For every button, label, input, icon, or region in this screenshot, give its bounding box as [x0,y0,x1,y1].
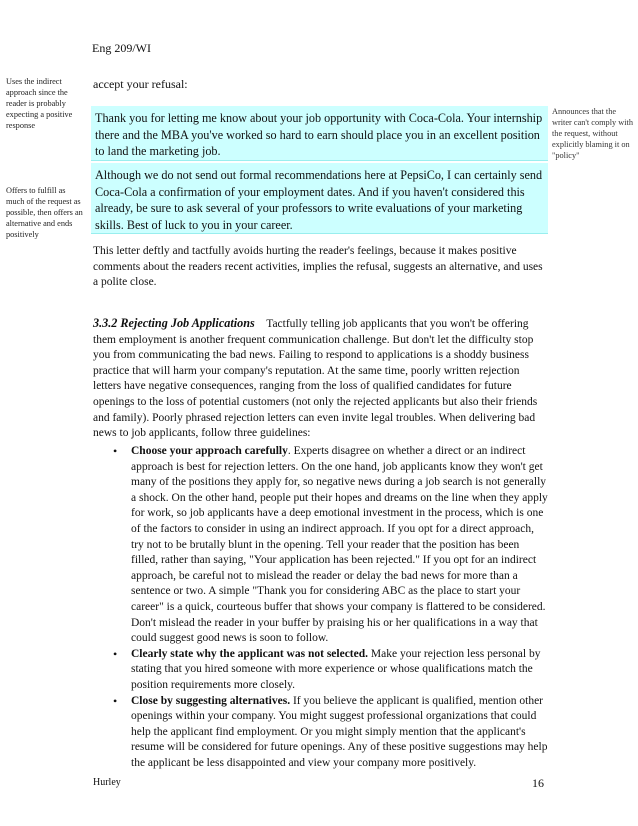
section-intro: Tactfully telling job applicants that you won't be offering them employment is another frequent communication challenge. But don't let the difficulty stop you from communicating the bad news. Failing to respond to applications is a shoddy business practice that will harm your company's reputation. At the same time, poorly written rejection letters have negative consequences, ranging from the loss of qualified candidates for future openings to the loss of potential customers (not only the rejected applicants but also their friends and family). Poorly phrased rejection letters can even invite legal troubles. When delivering bad news to job applicants, follow three guidelines: [93,318,538,440]
guideline-lead: Clearly state why the applicant was not selected. [131,647,369,660]
guideline-lead: Choose your approach carefully [131,445,288,457]
section-rejecting-job-applications [93,316,545,442]
course-header: Eng 209/WI [92,41,151,55]
lead-in-text: accept your refusal: [93,77,188,91]
letter-paragraph-alternative: Although we do not send out formal recommendations here at PepsiCo, I can certainly send Coca-Cola a confirmation of your employment dates. And if you haven't considered this already, be sure to ask several of your professors to write evaluations of your marketing skills. Best of luck to you in your career. [91,163,548,234]
guideline-lead: Close by suggesting alternatives. [131,694,291,707]
guideline-text: Make your rejection less personal by stating that you hired someone with more experience or whose qualifications match the position requirements more closely. [131,647,541,691]
footer-author: Hurley [93,777,121,788]
letter-commentary: This letter deftly and tactfully avoids hurting the reader's feelings, because it makes positive comments about the readers recent activities, implies the refusal, suggests an alternative, and uses a polite close. [93,245,543,289]
page-number: 16 [532,776,544,790]
margin-note-offers-alternative: Offers to fulfill as much of the request as possible, then offers an alternative and ends positively [6,186,83,239]
section-title: 3.3.2 Rejecting Job Applications [93,316,255,330]
guideline-item [109,647,549,694]
guideline-text: If you believe the applicant is qualified, mention other openings within your company. You might suggest professional organizations that could help the applicant find employment. Or you might simply mention that the applicant's resume will be considered for future openings. Any of these positive suggestions may help the applicant be less disappointed and view your company more positively. [131,694,548,769]
margin-note-refusal-announcement: Announces that the writer can't comply with the request, without explicitly blaming it on "policy" [552,107,633,160]
guideline-text: . Experts disagree on whether a direct or an indirect approach is best for rejection letters. On the one hand, job applicants know they won't get many of the positions they apply for, so negative news during a job search is not generally a shock. On the other hand, people put their hopes and dreams on the line when they apply for work, so job applicants have a deep emotional investment in the process, which is one of the factors to consider in using an indirect approach. If you opt for a direct approach, try not to be brutally blunt in the opening. Tell your reader that the position has been filled, rather than saying, "Your application has been rejected." If you opt for an indirect approach, be careful not to mislead the reader or delay the bad news for more than a sentence or two. A simple "Thank you for considering ABC as the place to start your career" is a quick, courteous buffer that shows your company is flattered to be considered. Don't mislead the reader in your buffer by praising his or her qualifications in a way that could suggest good news is soon to follow. [131,445,548,645]
guideline-item [109,444,549,647]
guideline-item [109,694,549,772]
guidelines-list [109,444,549,771]
letter-paragraph-buffer: Thank you for letting me know about your job opportunity with Coca-Cola. Your internship there and the MBA you've worked so hard to earn should place you in an excellent position to land the marketing job. [91,106,548,161]
margin-note-indirect-approach: Uses the indirect approach since the reader is probably expecting a positive response [6,77,73,130]
